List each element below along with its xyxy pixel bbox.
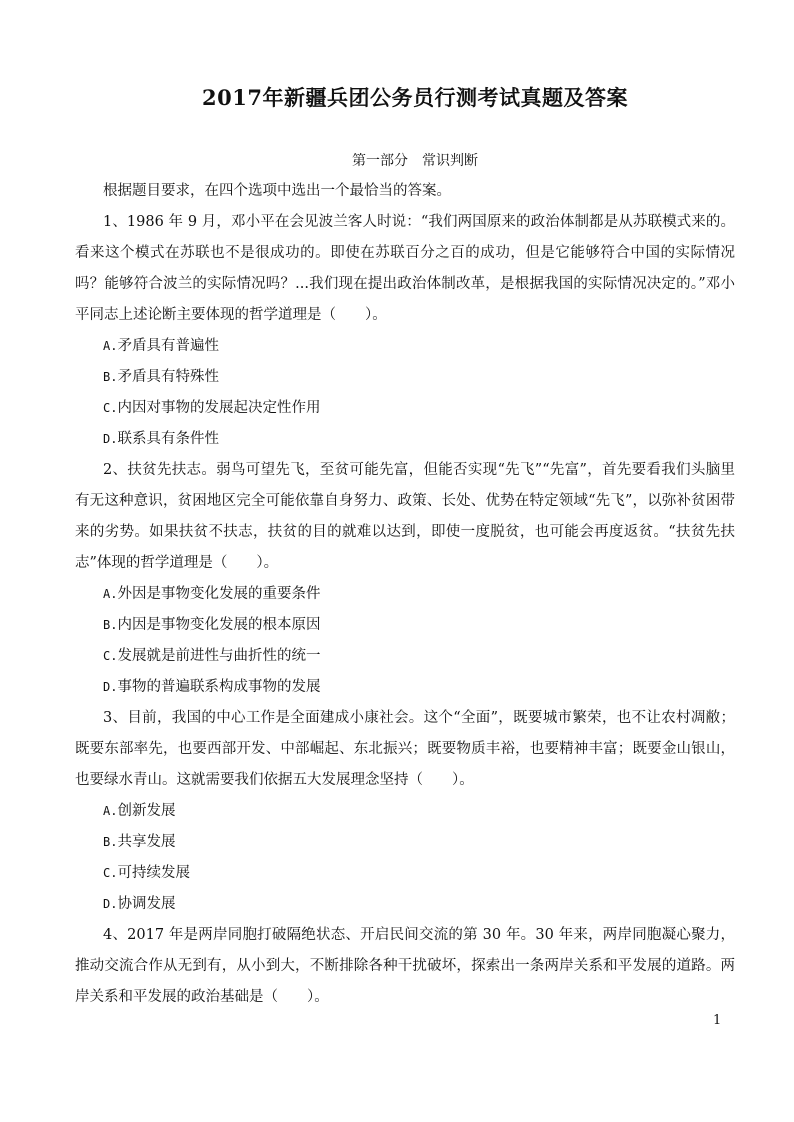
answer-option: B.共享发展 [103,834,176,850]
question-stem: 4、2017 年是两岸同胞打破隔绝状态、开启民间交流的第 30 年。30 年来，两岸同胞凝心聚力，推动交流合作从无到有，从小到大，不断排除各种干扰破坏，探索出一条两岸关系和平发展的道路。两岸关系和平发展的政治基础是（ ）。 [75,927,735,1005]
answer-option: C.发展就是前进性与曲折性的统一 [103,648,321,664]
question-stem: 3、目前，我国的中心工作是全面建成小康社会。这个“全面”，既要城市繁荣，也不让农村凋敝；既要东部率先，也要西部开发、中部崛起、东北振兴；既要物质丰裕，也要精神丰富；既要金山银山，也要绿水青山。这就需要我们依据五大发展理念坚持（ ）。 [75,710,735,788]
answer-option: B.矛盾具有特殊性 [103,369,219,385]
answer-option: C.可持续发展 [103,865,190,881]
answer-option: A.外因是事物变化发展的重要条件 [103,586,321,602]
answer-option: D.事物的普遍联系构成事物的发展 [103,679,321,695]
answer-option: D.协调发展 [103,896,176,912]
answer-option: D.联系具有条件性 [103,431,219,447]
document-title: 2017年新疆兵团公务员行测考试真题及答案 [202,85,628,110]
document-body [75,176,735,1013]
answer-option: B.内因是事物变化发展的根本原因 [103,617,321,633]
answer-option: C.内因对事物的发展起决定性作用 [103,400,321,416]
section-heading: 第一部分 常识判断 [352,153,478,169]
page-number: 1 [713,1013,722,1028]
answer-option: A.创新发展 [103,803,176,819]
question-stem: 2、扶贫先扶志。弱鸟可望先飞，至贫可能先富，但能否实现“先飞”“先富”，首先要看我们头脑里有无这种意识，贫困地区完全可能依靠自身努力、政策、长处、优势在特定领域“先飞”，以弥补贫困带来的劣势。如果扶贫不扶志，扶贫的目的就难以达到，即使一度脱贫，也可能会再度返贫。“扶贫先扶志”体现的哲学道理是（ ）。 [75,462,735,571]
question-stem: 1、1986 年 9 月，邓小平在会见波兰客人时说：“我们两国原来的政治体制都是从苏联模式来的。看来这个模式在苏联也不是很成功的。即使在苏联百分之百的成功，但是它能够符合中国的实际情况吗？能够符合波兰的实际情况吗？...我们现在提出政治体制改革，是根据我国的实际情况决定的。”邓小平同志上述论断主要体现的哲学道理是（ ）。 [75,214,735,323]
answer-option: A.矛盾具有普遍性 [103,338,219,354]
instructions: 根据题目要求，在四个选项中选出一个最恰当的答案。 [103,183,451,199]
